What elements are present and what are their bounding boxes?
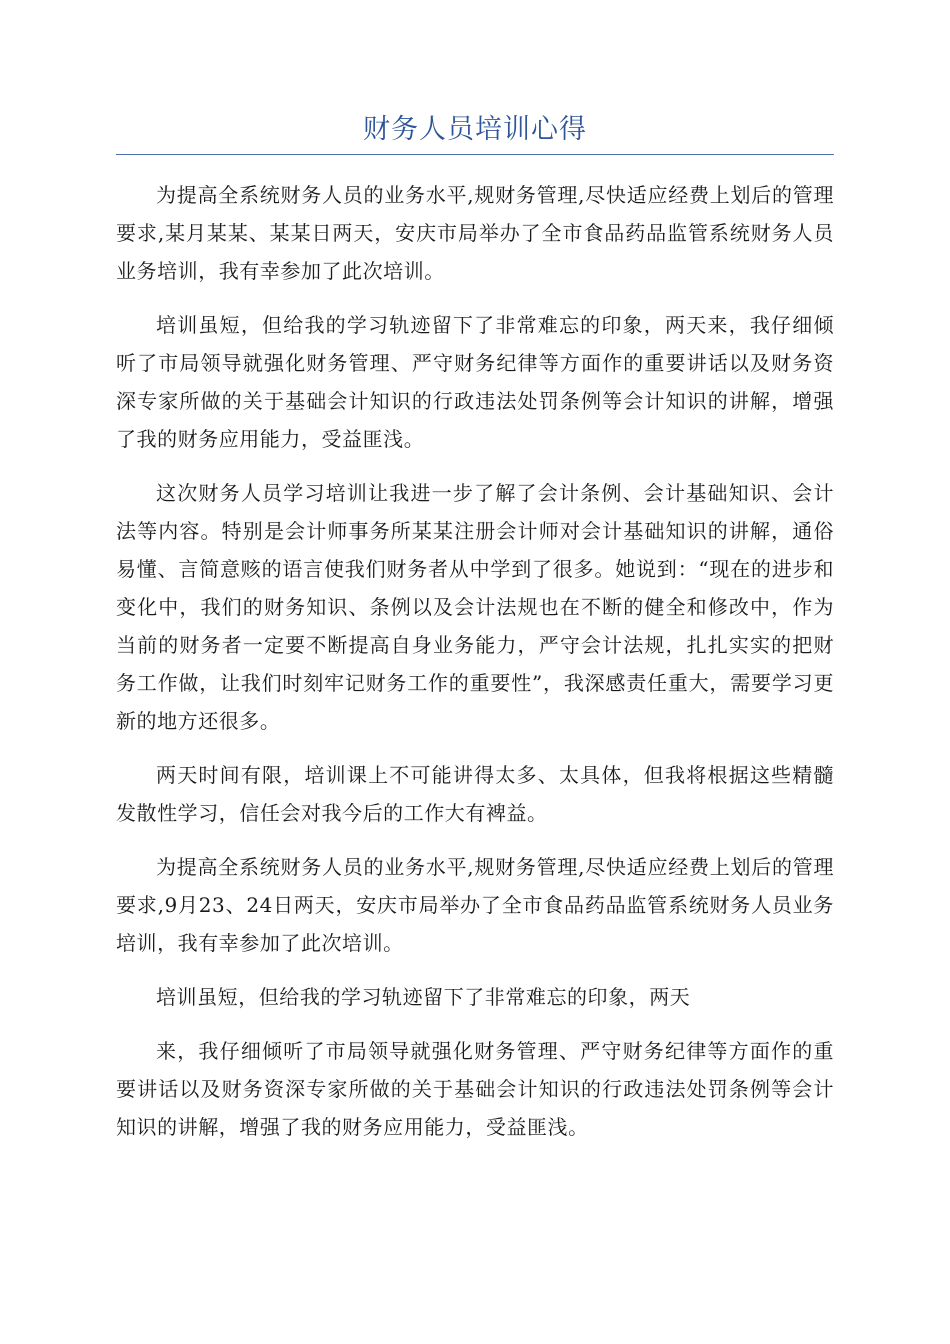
title-underline	[116, 154, 834, 155]
paragraph-4: 两天时间有限，培训课上不可能讲得太多、太具体，但我将根据这些精髓发散性学习，信任会对我今后的工作大有裨益。	[116, 763, 834, 825]
paragraph-1: 为提高全系统财务人员的业务水平,规财务管理,尽快适应经费上划后的管理要求,某月某某、某某日两天，安庆市局举办了全市食品药品监管系统财务人员业务培训，我有幸参加了此次培训。	[116, 183, 834, 283]
paragraph-7: 来，我仔细倾听了市局领导就强化财务管理、严守财务纪律等方面作的重要讲话以及财务资深专家所做的关于基础会计知识的行政违法处罚条例等会计知识的讲解，增强了我的财务应用能力，受益匪浅。	[116, 1039, 834, 1139]
paragraph-3: 这次财务人员学习培训让我进一步了解了会计条例、会计基础知识、会计法等内容。特别是会计师事务所某某注册会计师对会计基础知识的讲解，通俗易懂、言简意赅的语言使我们财务者从中学到了很多。她说到：“现在的进步和变化中，我们的财务知识、条例以及会计法规也在不断的健全和修改中，作为当前的财务者一定要不断提高自身业务能力，严守会计法规，扎扎实实的把财务工作做，让我们时刻牢记财务工作的重要性”，我深感责任重大，需要学习更新的地方还很多。	[116, 481, 834, 733]
document-title: 财务人员培训心得	[363, 114, 587, 145]
document-body	[116, 176, 834, 1162]
paragraph-2: 培训虽短，但给我的学习轨迹留下了非常难忘的印象，两天来，我仔细倾听了市局领导就强化财务管理、严守财务纪律等方面作的重要讲话以及财务资深专家所做的关于基础会计知识的行政违法处罚条例等会计知识的讲解，增强了我的财务应用能力，受益匪浅。	[116, 313, 834, 451]
paragraph-5: 为提高全系统财务人员的业务水平,规财务管理,尽快适应经费上划后的管理要求,9月23、24日两天，安庆市局举办了全市食品药品监管系统财务人员业务培训，我有幸参加了此次培训。	[116, 855, 834, 955]
paragraph-6: 培训虽短，但给我的学习轨迹留下了非常难忘的印象，两天	[156, 985, 691, 1009]
